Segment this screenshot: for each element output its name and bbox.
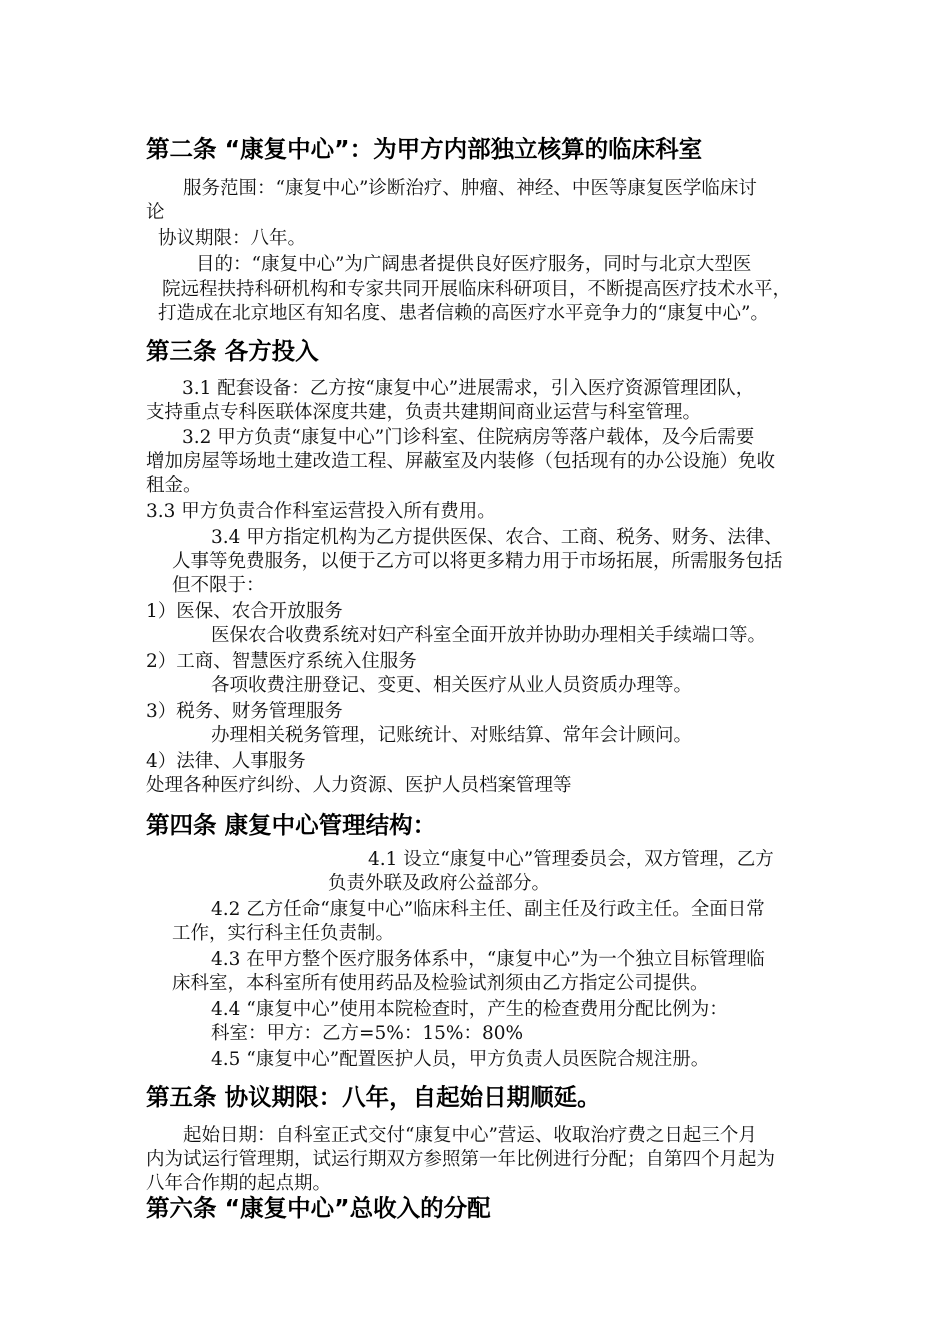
- service-1-title: 1）医保、农合开放服务: [146, 601, 343, 622]
- article-4-heading: 第四条 康复中心管理结构：: [146, 811, 437, 839]
- clause-4-4-line-1: 4.4 “康复中心”使用本院检查时，产生的检查费用分配比例为：: [211, 999, 728, 1020]
- purpose-line-2: 院远程扶持科研机构和专家共同开展临床科研项目，不断提高医疗技术水平，: [162, 279, 792, 300]
- article-3-heading: 第三条 各方投入: [146, 337, 319, 365]
- service-2-title: 2）工商、智慧医疗系统入住服务: [146, 651, 417, 672]
- start-date-line-2: 内为试运行管理期，试运行期双方参照第一年比例进行分配；自第四个月起为: [146, 1149, 776, 1170]
- service-1-body: 医保农合收费系统对妇产科室全面开放并协助办理相关手续端口等。: [211, 625, 767, 646]
- term-line: 协议期限：八年。: [158, 228, 307, 249]
- clause-3-4-line-1: 3.4 甲方指定机构为乙方提供医保、农合、工商、税务、财务、法律、: [211, 527, 783, 548]
- start-date-line-3: 八年合作期的起点期。: [146, 1173, 332, 1194]
- clause-3-4-line-3: 但不限于：: [172, 575, 265, 596]
- article-5-heading: 第五条 协议期限：八年，自起始日期顺延。: [146, 1083, 601, 1111]
- service-3-body: 办理相关税务管理，记账统计、对账结算、常年会计顾问。: [211, 725, 693, 746]
- purpose-line-1: 目的：“康复中心”为广阔患者提供良好医疗服务，同时与北京大型医: [196, 254, 752, 275]
- clause-4-5: 4.5 “康复中心”配置医护人员，甲方负责人员医院合规注册。: [211, 1049, 710, 1070]
- service-2-body: 各项收费注册登记、变更、相关医疗从业人员资质办理等。: [211, 675, 693, 696]
- start-date-line-1: 起始日期：自科室正式交付“康复中心”营运、收取治疗费之日起三个月: [183, 1125, 757, 1146]
- article-2-heading: 第二条 “康复中心”：为甲方内部独立核算的临床科室: [146, 135, 703, 163]
- clause-4-3-line-1: 4.3 在甲方整个医疗服务体系中，“康复中心”为一个独立目标管理临: [211, 949, 765, 970]
- purpose-line-3: 打造成在北京地区有知名度、患者信赖的高医疗水平竞争力的“康复中心”。: [158, 303, 769, 324]
- scope-line-2: 论: [146, 202, 165, 223]
- clause-3-1-line-2: 支持重点专科医联体深度共建，负责共建期间商业运营与科室管理。: [146, 402, 702, 423]
- clause-4-1-line-1: 4.1 设立“康复中心”管理委员会，双方管理，乙方: [368, 849, 774, 870]
- service-4-body: 处理各种医疗纠纷、人力资源、医护人员档案管理等: [146, 775, 572, 796]
- clause-3-2-line-1: 3.2 甲方负责“康复中心”门诊科室、住院病房等落户载体，及今后需要: [182, 427, 755, 448]
- clause-3-2-line-3: 租金。: [146, 475, 202, 496]
- clause-3-3: 3.3 甲方负责合作科室运营投入所有费用。: [146, 501, 496, 522]
- clause-3-1-line-1: 3.1 配套设备：乙方按“康复中心”进展需求，引入医疗资源管理团队，: [182, 378, 755, 399]
- clause-4-1-line-2: 负责外联及政府公益部分。: [328, 873, 551, 894]
- clause-4-2-line-2: 工作，实行科主任负责制。: [172, 923, 395, 944]
- clause-4-3-line-2: 床科室，本科室所有使用药品及检验试剂须由乙方指定公司提供。: [172, 973, 709, 994]
- clause-4-2-line-1: 4.2 乙方任命“康复中心”临床科主任、副主任及行政主任。全面日常: [211, 899, 765, 920]
- clause-3-4-line-2: 人事等免费服务，以便于乙方可以将更多精力用于市场拓展，所需服务包括: [172, 551, 783, 572]
- clause-4-4-ratio: 科室：甲方：乙方=5%：15%：80%: [211, 1023, 524, 1044]
- scope-line-1: 服务范围：“康复中心”诊断治疗、肿瘤、神经、中医等康复医学临床讨: [183, 178, 757, 199]
- article-6-heading: 第六条 “康复中心”总收入的分配: [146, 1194, 491, 1222]
- service-3-title: 3）税务、财务管理服务: [146, 701, 343, 722]
- service-4-title: 4）法律、人事服务: [146, 751, 306, 772]
- clause-3-2-line-2: 增加房屋等场地土建改造工程、屏蔽室及内装修（包括现有的办公设施）免收: [146, 451, 776, 472]
